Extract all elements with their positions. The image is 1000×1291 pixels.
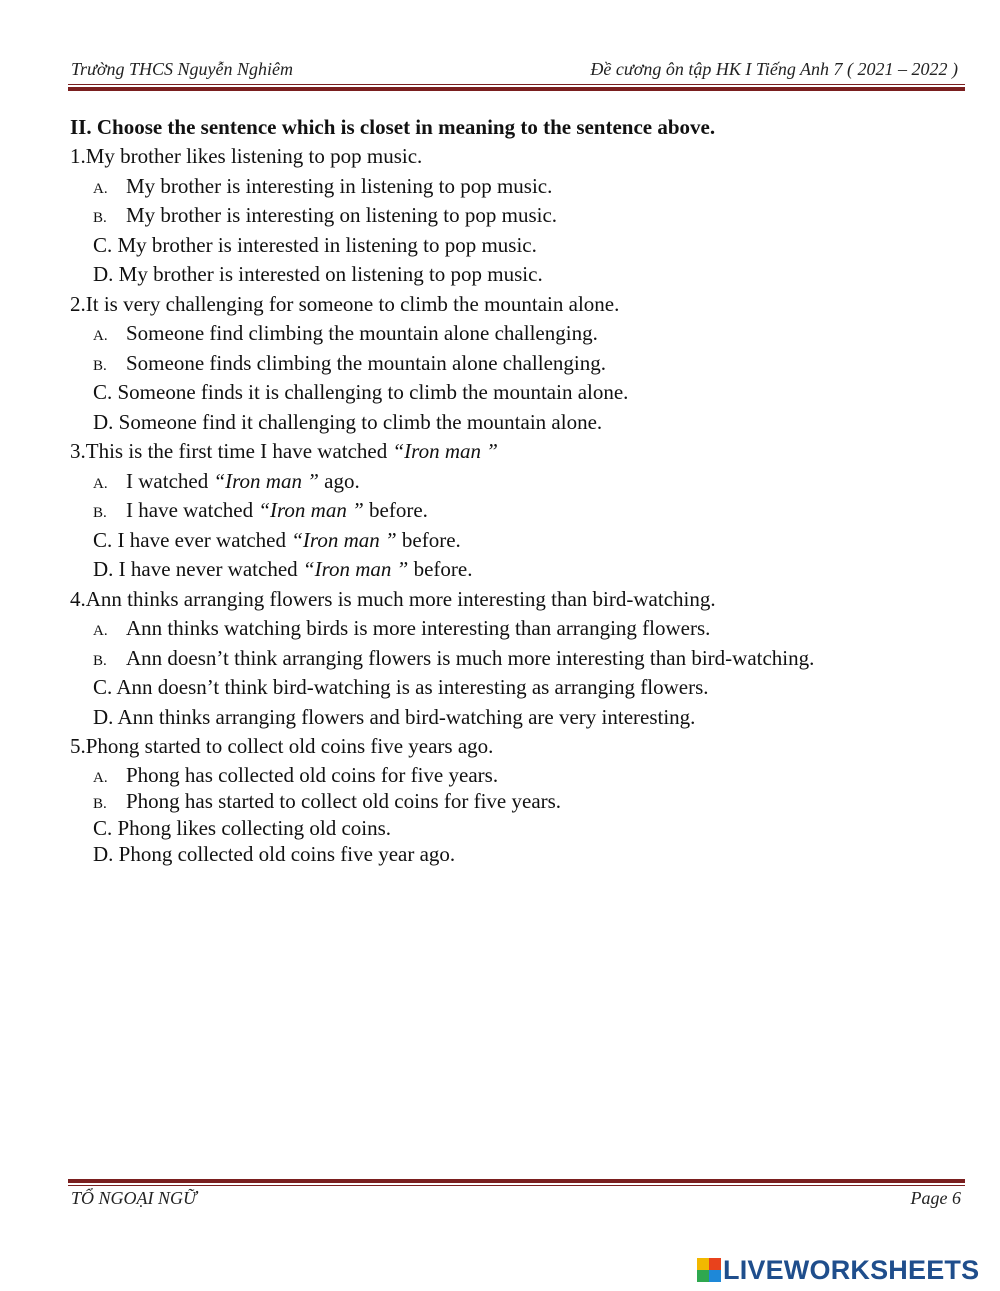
liveworksheets-logo[interactable] <box>697 1253 979 1287</box>
movie-title: “Iron man ” <box>291 527 397 552</box>
answer-option[interactable] <box>70 526 950 556</box>
option-text: My brother is interesting on listening to pop music. <box>126 203 558 227</box>
option-text: C. Phong likes collecting old coins. <box>93 815 392 840</box>
question-stem-text: 3.This is the first time I have watched <box>70 439 393 463</box>
header-document-title: Đề cương ôn tập HK I Tiếng Anh 7 ( 2021 – 2022 ) <box>590 59 958 79</box>
option-text: Someone find climbing the mountain alone challenging. <box>126 321 598 345</box>
option-text-end: before. <box>396 527 461 552</box>
option-letter: B. <box>93 796 107 812</box>
option-text-end: ago. <box>318 468 360 493</box>
question-stem <box>70 437 950 467</box>
option-text-end: before. <box>408 557 473 581</box>
movie-title: “Iron man ” <box>258 498 364 522</box>
answer-option[interactable] <box>70 319 950 349</box>
question-stem: 5.Phong started to collect old coins five years ago. <box>70 734 494 758</box>
answer-option[interactable] <box>70 349 950 379</box>
option-letter: A. <box>93 475 108 492</box>
answer-option[interactable] <box>70 231 950 261</box>
option-text: Phong has started to collect old coins for five years. <box>126 789 562 813</box>
exercise-content <box>70 112 950 868</box>
answer-option[interactable] <box>70 172 950 202</box>
movie-title: “Iron man ” <box>302 557 409 581</box>
option-letter: B. <box>93 210 107 226</box>
answer-option[interactable] <box>70 201 950 231</box>
answer-option[interactable] <box>70 788 950 815</box>
option-text: Ann doesn’t think arranging flowers is much more interesting than bird-watching. <box>126 645 815 670</box>
question-stem: 2.It is very challenging for someone to climb the mountain alone. <box>70 291 620 316</box>
answer-option[interactable] <box>70 408 950 438</box>
answer-option[interactable] <box>70 467 950 497</box>
answer-option[interactable] <box>70 644 950 674</box>
footer-rule-thick <box>68 1179 965 1183</box>
answer-option[interactable] <box>70 673 950 703</box>
logo-square <box>697 1258 709 1270</box>
question-stem: 4.Ann thinks arranging flowers is much more interesting than bird-watching. <box>70 586 716 611</box>
answer-option[interactable] <box>70 555 950 585</box>
liveworksheets-icon <box>697 1258 721 1282</box>
option-text: C. My brother is interested in listening to pop music. <box>93 232 537 257</box>
option-text: C. Someone finds it is challenging to climb the mountain alone. <box>93 380 629 404</box>
footer-department: TỔ NGOẠI NGỮ <box>71 1188 197 1208</box>
answer-option[interactable] <box>70 260 950 290</box>
option-text: D. Someone find it challenging to climb the mountain alone. <box>93 409 603 434</box>
movie-title: “Iron man ” <box>213 468 319 493</box>
option-text: D. Phong collected old coins five year ago. <box>93 842 456 866</box>
option-text: I have watched <box>126 498 259 522</box>
header-rule-thin <box>68 84 965 85</box>
footer-rule-thin <box>68 1185 965 1186</box>
question-stem: 1.My brother likes listening to pop music. <box>70 144 423 168</box>
header-school-name: Trường THCS Nguyễn Nghiêm <box>71 59 293 79</box>
answer-option[interactable] <box>70 762 950 789</box>
movie-title: “Iron man ” <box>392 439 498 463</box>
answer-option[interactable] <box>70 841 950 868</box>
logo-square <box>709 1258 721 1270</box>
option-text: Ann thinks watching birds is more interesting than arranging flowers. <box>126 616 711 640</box>
option-text: D. I have never watched <box>93 557 303 581</box>
option-text: My brother is interesting in listening to pop music. <box>126 173 553 198</box>
option-text: Someone finds climbing the mountain alone challenging. <box>126 350 606 375</box>
answer-option[interactable] <box>70 378 950 408</box>
option-text: I watched <box>126 468 214 493</box>
logo-text: LIVEWORKSHEETS <box>723 1254 980 1285</box>
answer-option[interactable] <box>70 614 950 644</box>
option-letter: A. <box>93 180 108 197</box>
option-letter: B. <box>93 357 107 374</box>
option-text: Phong has collected old coins for five years. <box>126 762 499 787</box>
option-letter: A. <box>93 769 108 786</box>
option-text: D. Ann thinks arranging flowers and bird-watching are very interesting. <box>93 704 696 729</box>
section-title: II. Choose the sentence which is closet in meaning to the sentence above. <box>70 115 716 139</box>
option-text: C. I have ever watched <box>93 527 292 552</box>
header-rule-thick <box>68 87 965 91</box>
logo-square <box>709 1270 721 1282</box>
option-letter: B. <box>93 652 107 669</box>
option-letter: B. <box>93 505 107 521</box>
option-text: D. My brother is interested on listening to pop music. <box>93 262 543 286</box>
answer-option[interactable] <box>70 703 950 733</box>
answer-option[interactable] <box>70 496 950 526</box>
answer-option[interactable] <box>70 815 950 842</box>
page-number: Page 6 <box>910 1188 961 1208</box>
logo-square <box>697 1270 709 1282</box>
option-letter: A. <box>93 623 108 639</box>
option-text-end: before. <box>363 498 428 522</box>
option-text: C. Ann doesn’t think bird-watching is as interesting as arranging flowers. <box>93 675 709 699</box>
option-letter: A. <box>93 328 108 344</box>
